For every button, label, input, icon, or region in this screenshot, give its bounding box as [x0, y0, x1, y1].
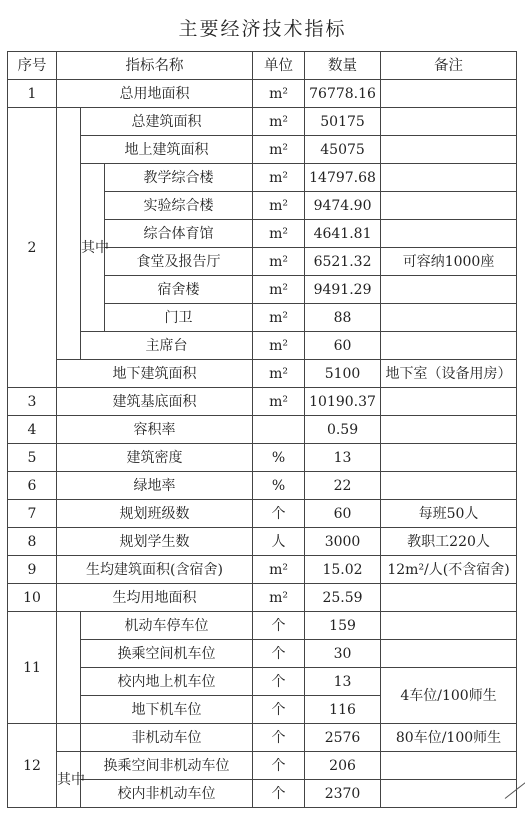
table-row	[8, 80, 517, 108]
spacer-cell	[57, 612, 81, 724]
row-note	[381, 388, 517, 416]
header-unit: 单位	[253, 52, 305, 80]
row-qty: 22	[305, 472, 381, 500]
row-qty: 9474.90	[305, 192, 381, 220]
header-note: 备注	[381, 52, 517, 80]
row-unit: 个	[253, 752, 305, 780]
row-unit: m²	[253, 248, 305, 276]
row-no: 6	[8, 472, 57, 500]
row-note: 教职工220人	[381, 528, 517, 556]
row-qty: 50175	[305, 108, 381, 136]
row-unit	[253, 416, 305, 444]
table-row	[8, 136, 517, 164]
row-qty: 2576	[305, 724, 381, 752]
row-note	[381, 304, 517, 332]
row-note	[381, 584, 517, 612]
row-note	[381, 276, 517, 304]
table-row	[8, 416, 517, 444]
row-name: 地上建筑面积	[81, 136, 253, 164]
row-qty: 6521.32	[305, 248, 381, 276]
table-row	[8, 724, 517, 752]
indicator-table	[7, 51, 517, 808]
row-note	[381, 780, 517, 808]
row-note	[381, 80, 517, 108]
row-unit: 个	[253, 780, 305, 808]
row-qty: 13	[305, 668, 381, 696]
row-qty: 60	[305, 500, 381, 528]
table-row	[8, 332, 517, 360]
table-row	[8, 472, 517, 500]
qizhong-label: 其中	[57, 752, 81, 808]
row-unit: m²	[253, 304, 305, 332]
row-note	[381, 108, 517, 136]
table-row	[8, 612, 517, 640]
row-qty: 45075	[305, 136, 381, 164]
row-no: 8	[8, 528, 57, 556]
table-row	[8, 584, 517, 612]
row-note: 可容纳1000座	[381, 248, 517, 276]
row-name: 建筑基底面积	[57, 388, 253, 416]
row-name: 实验综合楼	[105, 192, 253, 220]
row-name: 校内非机动车位	[81, 780, 253, 808]
page-title: 主要经济技术指标	[178, 18, 347, 40]
row-unit: m²	[253, 80, 305, 108]
row-unit: m²	[253, 220, 305, 248]
row-qty: 206	[305, 752, 381, 780]
row-note	[381, 220, 517, 248]
row-name: 地下建筑面积	[57, 360, 253, 388]
row-qty: 3000	[305, 528, 381, 556]
row-no: 9	[8, 556, 57, 584]
row-name: 规划班级数	[57, 500, 253, 528]
row-unit: m²	[253, 584, 305, 612]
row-unit: 个	[253, 500, 305, 528]
row-qty: 30	[305, 640, 381, 668]
qizhong-label: 其中	[81, 164, 105, 332]
row-qty: 10190.37	[305, 388, 381, 416]
row-qty: 14797.68	[305, 164, 381, 192]
row-no: 11	[8, 612, 57, 724]
row-qty: 5100	[305, 360, 381, 388]
table-row	[8, 528, 517, 556]
table-row	[8, 668, 517, 696]
spacer-cell	[57, 724, 81, 752]
row-note: 12m²/人(不含宿舍)	[381, 556, 517, 584]
row-note	[381, 444, 517, 472]
row-qty: 60	[305, 332, 381, 360]
row-qty: 116	[305, 696, 381, 724]
row-no: 10	[8, 584, 57, 612]
row-unit: m²	[253, 276, 305, 304]
spacer-cell	[57, 108, 81, 360]
row-qty: 9491.29	[305, 276, 381, 304]
row-note: 地下室（设备用房）	[381, 360, 517, 388]
row-name: 生均建筑面积(含宿舍)	[57, 556, 253, 584]
table-row	[8, 640, 517, 668]
row-name: 建筑密度	[57, 444, 253, 472]
row-no: 3	[8, 388, 57, 416]
row-qty: 15.02	[305, 556, 381, 584]
row-unit: 个	[253, 640, 305, 668]
row-no: 1	[8, 80, 57, 108]
header-row	[8, 52, 517, 80]
row-name: 主席台	[81, 332, 253, 360]
row-no: 4	[8, 416, 57, 444]
row-name: 容积率	[57, 416, 253, 444]
table-row	[8, 752, 517, 780]
row-name: 校内地上机车位	[81, 668, 253, 696]
row-name: 地下机车位	[81, 696, 253, 724]
table-row	[8, 556, 517, 584]
row-unit: m²	[253, 388, 305, 416]
row-unit: %	[253, 472, 305, 500]
table-row	[8, 108, 517, 136]
header-qty: 数量	[305, 52, 381, 80]
row-note	[381, 640, 517, 668]
row-qty: 0.59	[305, 416, 381, 444]
row-unit: m²	[253, 192, 305, 220]
row-name: 绿地率	[57, 472, 253, 500]
row-unit: m²	[253, 332, 305, 360]
table-row	[8, 444, 517, 472]
row-unit: m²	[253, 556, 305, 584]
row-note: 4车位/100师生	[381, 668, 517, 724]
row-name: 总建筑面积	[81, 108, 253, 136]
row-unit: m²	[253, 164, 305, 192]
row-qty: 2370	[305, 780, 381, 808]
row-no: 2	[8, 108, 57, 388]
row-name: 生均用地面积	[57, 584, 253, 612]
row-note	[381, 136, 517, 164]
row-qty: 159	[305, 612, 381, 640]
row-note	[381, 416, 517, 444]
row-name: 换乘空间非机动车位	[81, 752, 253, 780]
row-name: 宿舍楼	[105, 276, 253, 304]
row-note	[381, 192, 517, 220]
row-unit: m²	[253, 136, 305, 164]
row-note	[381, 164, 517, 192]
row-name: 教学综合楼	[105, 164, 253, 192]
row-unit: m²	[253, 360, 305, 388]
row-no: 12	[8, 724, 57, 808]
row-note	[381, 332, 517, 360]
row-unit: %	[253, 444, 305, 472]
row-note: 80车位/100师生	[381, 724, 517, 752]
row-qty: 76778.16	[305, 80, 381, 108]
table-row	[8, 360, 517, 388]
row-name: 规划学生数	[57, 528, 253, 556]
row-note	[381, 612, 517, 640]
row-name: 非机动车位	[81, 724, 253, 752]
row-qty: 25.59	[305, 584, 381, 612]
row-name: 综合体育馆	[105, 220, 253, 248]
row-name: 门卫	[105, 304, 253, 332]
header-name: 指标名称	[57, 52, 253, 80]
row-qty: 13	[305, 444, 381, 472]
row-note	[381, 472, 517, 500]
table-row	[8, 388, 517, 416]
row-name: 换乘空间机车位	[81, 640, 253, 668]
row-unit: 人	[253, 528, 305, 556]
row-qty: 88	[305, 304, 381, 332]
row-unit: 个	[253, 668, 305, 696]
row-name: 总用地面积	[57, 80, 253, 108]
table-row	[8, 164, 517, 192]
header-no: 序号	[8, 52, 57, 80]
table-row	[8, 500, 517, 528]
row-unit: 个	[253, 724, 305, 752]
row-note: 每班50人	[381, 500, 517, 528]
row-name: 食堂及报告厅	[105, 248, 253, 276]
row-qty: 4641.81	[305, 220, 381, 248]
row-unit: 个	[253, 696, 305, 724]
row-note	[381, 752, 517, 780]
row-unit: 个	[253, 612, 305, 640]
row-no: 7	[8, 500, 57, 528]
row-no: 5	[8, 444, 57, 472]
row-name: 机动车停车位	[81, 612, 253, 640]
row-unit: m²	[253, 108, 305, 136]
